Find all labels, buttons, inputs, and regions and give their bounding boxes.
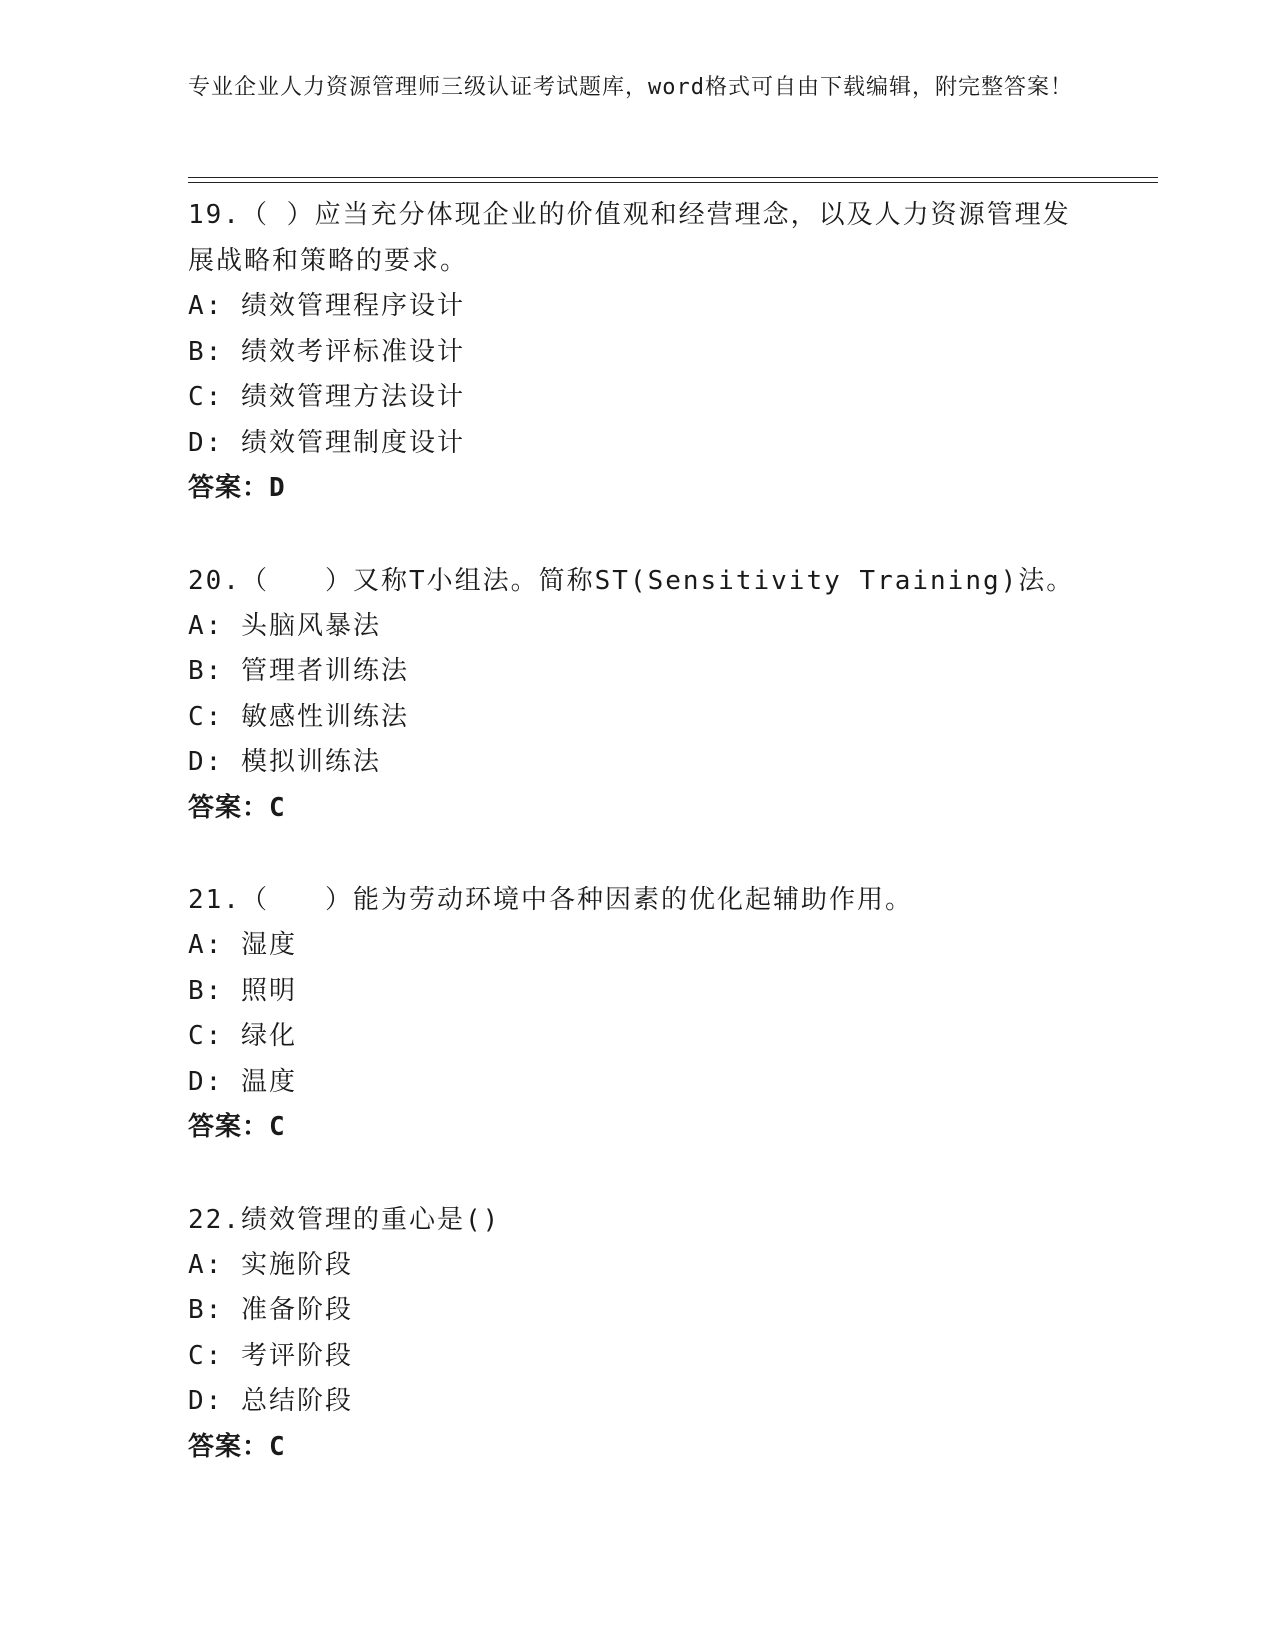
answer-line: 答案：C xyxy=(188,792,286,823)
document-header: 专业企业人力资源管理师三级认证考试题库，word格式可自由下载编辑，附完整答案！ xyxy=(188,75,1073,100)
answer-line: 答案：D xyxy=(188,473,286,503)
option-a: A: 头脑风暴法 xyxy=(188,610,381,641)
question-22 xyxy=(188,1197,1088,1471)
header-divider-bottom xyxy=(188,182,1158,183)
option-c: C: 考评阶段 xyxy=(188,1340,353,1371)
option-d: D: 温度 xyxy=(188,1066,297,1097)
question-stem: 21.（ ）能为劳动环境中各种因素的优化起辅助作用。 xyxy=(188,885,913,915)
option-b: B: 照明 xyxy=(188,975,297,1006)
answer-line: 答案：C xyxy=(188,1431,286,1462)
option-a: A: 湿度 xyxy=(188,930,297,960)
answer-line: 答案：C xyxy=(188,1112,286,1142)
option-c: C: 绩效管理方法设计 xyxy=(188,382,465,412)
option-a: A: 实施阶段 xyxy=(188,1249,353,1280)
option-a: A: 绩效管理程序设计 xyxy=(188,291,465,321)
option-b: B: 准备阶段 xyxy=(188,1295,353,1325)
question-stem: 20.（ ）又称T小组法。简称ST(Sensitivity Training)法。 xyxy=(188,565,1075,596)
option-d: D: 模拟训练法 xyxy=(188,747,381,777)
question-stem: 19.（ ）应当充分体现企业的价值观和经营理念，以及人力资源管理发展战略和策略的要求。 xyxy=(188,200,1071,276)
question-19 xyxy=(188,192,1088,512)
option-c: C: 绿化 xyxy=(188,1021,297,1051)
option-d: D: 总结阶段 xyxy=(188,1386,353,1416)
option-b: B: 绩效考评标准设计 xyxy=(188,336,465,367)
question-list xyxy=(188,192,1088,1516)
option-b: B: 管理者训练法 xyxy=(188,656,409,686)
question-20 xyxy=(188,558,1088,832)
question-stem: 22.绩效管理的重心是() xyxy=(188,1204,501,1235)
option-d: D: 绩效管理制度设计 xyxy=(188,427,465,458)
question-21 xyxy=(188,877,1088,1151)
option-c: C: 敏感性训练法 xyxy=(188,701,409,732)
header-divider-top xyxy=(188,177,1158,178)
